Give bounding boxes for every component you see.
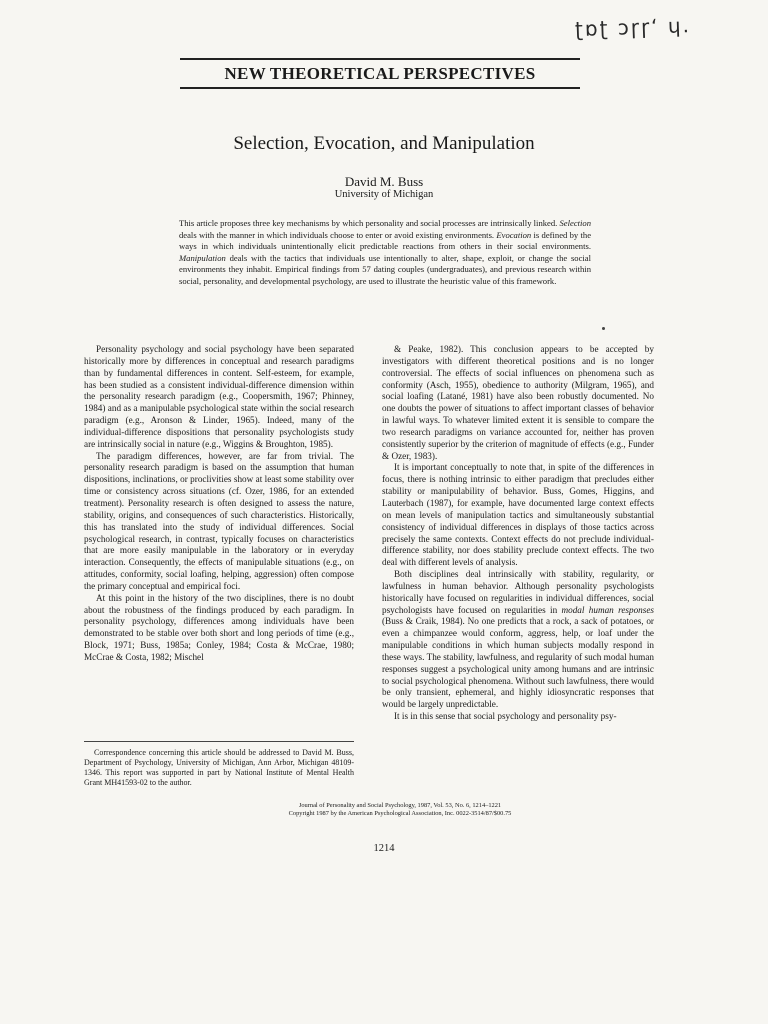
body-paragraph: The paradigm differences, however, are far from trivial. The personality research paradigm is based on the assumption that human dispositions, inclinations, or proclivities show at least some stability over time or consistency across situations (cf. Ozer, 1986, for an extended treatment). Personality research is often designed to assess the nature, stability, origins, and consequences of such characteristics. Historically, this has translated into the study of individual differences. Social psychological research, in contrast, typically focuses on characteristics that are more easily manipulable in the laboratory or in everyday interaction. Consequently, the effects of manipulable situations (e.g., on attitudes, conformity, social loafing, helping, aggression) often compose the primary conceptual and empirical foci. <box>84 450 354 591</box>
body-paragraph: It is important conceptually to note that, in spite of the differences in focus, there is nothing intrinsic to either paradigm that precludes either stability or manipulability of behavior. Buss, Gomes, Higgins, and Lauterbach (1987), for example, have documented large context effects on mean levels of manipulation tactics and simultaneously substantial consistency of individual differences in displays of those tactics across precisely the same contexts. Context effects do not preclude individual-difference stability, nor does stability preclude context effects. The two deal with different levels of analysis. <box>382 462 654 568</box>
section-header <box>180 58 580 89</box>
journal-line: Journal of Personality and Social Psychology, 1987, Vol. 53, No. 6, 1214–1221 <box>298 802 502 809</box>
header-bottom-rule <box>180 87 580 89</box>
footnote <box>84 748 354 788</box>
abstract-term-selection: Selection <box>559 218 591 228</box>
handwritten-annotation: ʈɒʈ ɔɼɼʻ ɥ. <box>574 13 692 42</box>
page-number: 1214 <box>373 843 395 854</box>
stray-mark <box>602 327 605 330</box>
abstract-text: This article proposes three key mechanisms by which personality and social processes are intrinsically linked. <box>179 218 560 228</box>
body-paragraph: At this point in the history of the two disciplines, there is no doubt about the robustness of the findings produced by each paradigm. In personality psychology, differences among individuals have been demonstrated to be stable over both short and long periods of time (e.g., Block, 1971; Buss, 1985a; Conley, 1984; Costa & McCrae, 1980; McCrae & Costa, 1982; Mischel <box>84 592 354 662</box>
author-name: David M. Buss <box>344 174 424 189</box>
left-column <box>84 344 354 664</box>
body-paragraph: It is in this sense that social psychology and personality psy- <box>394 711 617 722</box>
body-text: Both disciplines deal intrinsically with stability, regularity, or lawfulness in human behavior. Although personality psychologists historically have focused on regularities in individual differences, social psychologists have focused on regularities in <box>382 569 654 615</box>
body-text: (Buss & Craik, 1984). No one predicts that a rock, a sack of potatoes, or even a chimpanzee would conform, aggress, help, or loaf under the manipulable conditions in which human subjects modally respond in these ways. The stability, lawfulness, and regularity of such modal human responses suggest a psychological unity among humans and are intrinsic to social psychological phenomena. Without such lawfulness, there would be only transient, ephemeral, and highly idiosyncratic responses that would be largely unpredictable. <box>382 616 654 710</box>
section-header-label: NEW THEORETICAL PERSPECTIVES <box>224 64 536 83</box>
abstract-term-manipulation: Manipulation <box>179 252 226 263</box>
emphasized-term: modal human responses <box>561 604 654 615</box>
abstract-text: is defined by the ways in which individuals unintentionally elicit predictable reactions from others in their social environments. <box>179 229 592 252</box>
body-paragraph: Personality psychology and social psychology have been separated historically more by differences in conceptual and research paradigms than by fundamental differences in content. Self-esteem, for example, has been studied as a consistent individual-difference dimension within the personality research paradigm (e.g., Coopersmith, 1967; Phinney, 1984) and as a manipulable psychological state within the social research paradigm (e.g., Aronson & Linder, 1965). Indeed, many of the individual-difference dispositions that personality psychologists study are intrinsically social in nature (e.g., Wiggins & Broughton, 1985). <box>84 344 354 449</box>
article-title: Selection, Evocation, and Manipulation <box>233 133 535 154</box>
footnote-divider <box>84 741 354 742</box>
journal-citation <box>230 802 570 817</box>
abstract-term-evocation: Evocation <box>496 229 532 240</box>
abstract-text: deals with the manner in which individuals choose to enter or avoid existing environments. <box>179 229 497 240</box>
right-column <box>382 344 654 723</box>
abstract-text: deals with the tactics that individuals use intentionally to alter, shape, exploit, or change the social environments they inhabit. Empirical findings from 57 dating couples (undergraduates), and previous research within social, personality, and developmental psychology, are used to illustrate the heuristic value of this framework. <box>179 252 591 286</box>
abstract <box>179 218 591 288</box>
copyright-line: Copyright 1987 by the American Psychological Association, Inc. 0022-3514/87/$00.75 <box>288 809 512 817</box>
footnote-text: Correspondence concerning this article should be addressed to David M. Buss, Department of Psychology, University of Michigan, Ann Arbor, Michigan 48109-1346. This report was supported in part by National Institute of Mental Health Grant MH41593-02 to the author. <box>84 748 354 787</box>
author-affiliation: University of Michigan <box>334 189 434 200</box>
body-paragraph: & Peake, 1982). This conclusion appears to be accepted by investigators with different theoretical positions and is no longer controversial. The effects of social influences on phenomena such as conformity (Asch, 1955), obedience to authority (Milgram, 1965), and social loafing (Latané, 1981) have also been robustly documented. No one doubts the power of situations to affect important classes of behavior in lawful ways. To whatever limited extent it is sensible to compare the two research paradigms on variance accounted for, neither has proven consistently superior by the criterion of magnitude of effects (e.g., Funder & Ozer, 1983). <box>382 344 654 461</box>
body-paragraph <box>382 569 654 711</box>
